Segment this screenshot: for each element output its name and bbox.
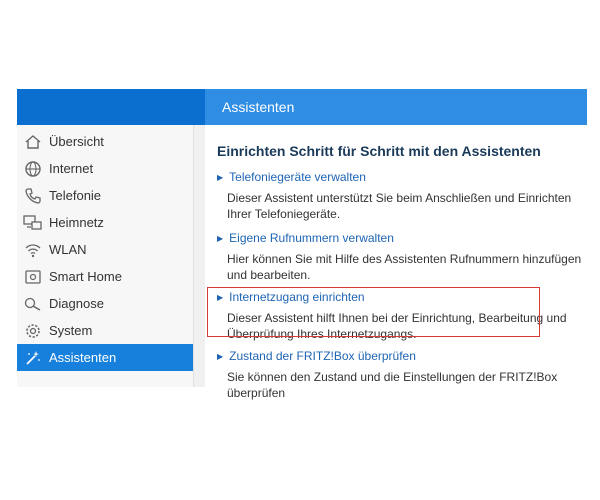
sidebar-item-label: Diagnose [49, 296, 104, 311]
assistant-entry [217, 231, 587, 283]
assistant-link-label: Telefoniegeräte verwalten [229, 170, 366, 184]
sidebar-item-label: System [49, 323, 93, 338]
diagnose-icon [21, 292, 45, 316]
assistant-description: Dieser Assistent hilft Ihnen bei der Einrichtung, Bearbeitung und Überprüfung Ihres Internetzugangs. [227, 311, 567, 341]
sidebar-item-label: Internet [49, 161, 94, 176]
assistant-link-zustand[interactable] [217, 349, 587, 363]
assistant-description: Sie können den Zustand und die Einstellungen der FRITZ!Box überprüfen [227, 370, 558, 400]
section-title: Einrichten Schritt für Schritt mit den Assistenten [217, 143, 541, 159]
wifi-icon [21, 238, 45, 262]
sidebar-item-label: Übersicht [49, 134, 104, 149]
sidebar [17, 125, 194, 387]
page-title: Assistenten [222, 99, 295, 115]
sidebar-item-smart-home[interactable] [17, 263, 193, 290]
sidebar-item-assistenten[interactable] [17, 344, 193, 371]
network-icon [21, 211, 45, 235]
assistant-link-label: Internetzugang einrichten [229, 290, 365, 304]
sidebar-item-label: Heimnetz [49, 215, 104, 230]
sidebar-item-label: Telefonie [49, 188, 102, 203]
assistant-link-label: Eigene Rufnummern verwalten [229, 231, 394, 245]
assistant-description: Hier können Sie mit Hilfe des Assistenten Rufnummern hinzufügen und bearbeiten. [227, 252, 582, 282]
sidebar-item-heimnetz[interactable] [17, 209, 193, 236]
assistant-description: Dieser Assistent unterstützt Sie beim Anschließen und Einrichten Ihrer Telefoniegeräte. [227, 191, 572, 221]
assistant-link-label: Zustand der FRITZ!Box überprüfen [229, 349, 416, 363]
sidebar-item-uebersicht[interactable] [17, 128, 193, 155]
triangle-right-icon: ▶ [217, 172, 224, 182]
main-content [205, 125, 587, 400]
phone-icon [21, 184, 45, 208]
assistant-icon [21, 346, 45, 370]
sidebar-item-telefonie[interactable] [17, 182, 193, 209]
assistant-link-telefoniegeraete[interactable] [217, 170, 587, 184]
assistant-entry [217, 170, 587, 222]
logo-bar [17, 89, 205, 125]
smart-home-icon [21, 265, 45, 289]
app-window [17, 89, 587, 400]
home-icon [21, 130, 45, 154]
header-bar [205, 89, 587, 125]
sidebar-item-label: Assistenten [49, 350, 117, 365]
sidebar-item-internet[interactable] [17, 155, 193, 182]
assistant-link-rufnummern[interactable] [217, 231, 587, 245]
sidebar-item-diagnose[interactable] [17, 290, 193, 317]
assistant-entry [217, 349, 587, 401]
gear-icon [21, 319, 45, 343]
sidebar-item-label: WLAN [49, 242, 87, 257]
globe-icon [21, 157, 45, 181]
sidebar-item-wlan[interactable] [17, 236, 193, 263]
highlight-box [207, 287, 540, 337]
triangle-right-icon: ▶ [217, 351, 224, 361]
triangle-right-icon: ▶ [217, 233, 224, 243]
sidebar-item-system[interactable] [17, 317, 193, 344]
triangle-right-icon: ▶ [217, 292, 224, 302]
sidebar-item-label: Smart Home [49, 269, 122, 284]
